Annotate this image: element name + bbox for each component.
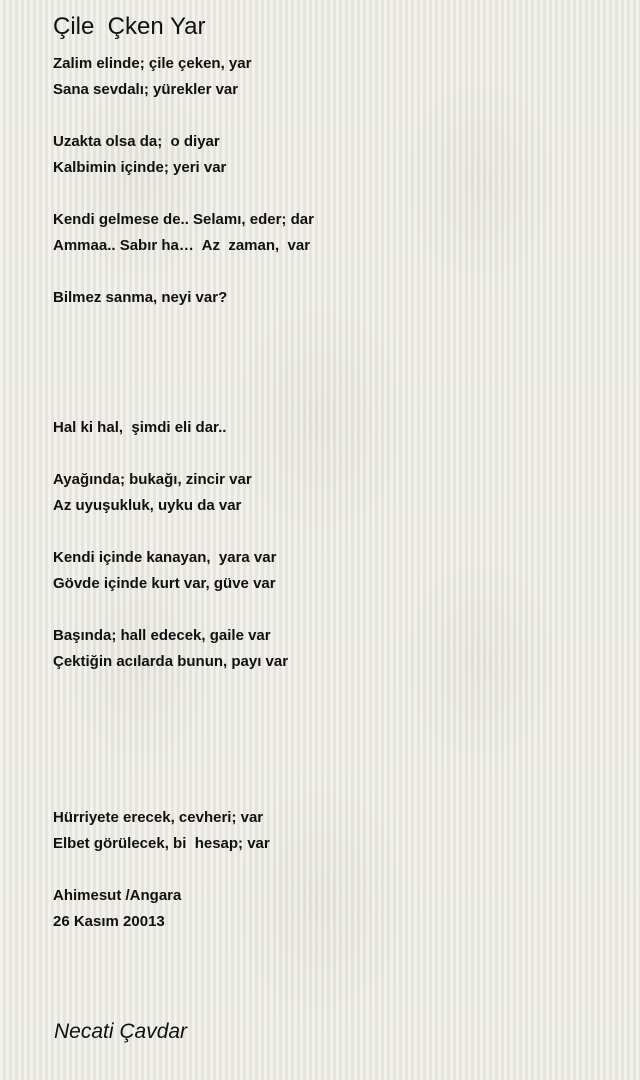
poem-line: Elbet görülecek, bi hesap; var [53,835,270,852]
poem-line: Kendi gelmese de.. Selamı, eder; dar [53,211,314,228]
poem-line: Bilmez sanma, neyi var? [53,289,228,306]
poem-line [53,727,613,753]
poem-line [53,675,613,701]
poem-line [53,103,613,129]
poem-line: Ayağında; bukağı, zincir var [53,471,252,488]
poem-line: Az uyuşukluk, uyku da var [53,497,242,514]
poem-line: Hürriyete erecek, cevheri; var [53,809,264,826]
poem-title: Çile Çken Yar [53,13,206,40]
poem-line [53,311,613,337]
poem-line [53,779,613,805]
poem-line [53,337,613,363]
poem-line: Zalim elinde; çile çeken, yar [53,55,252,72]
poem-author: Necati Çavdar [54,1020,188,1043]
poem-line [53,857,613,883]
poem-line [53,181,613,207]
poem-line [53,519,613,545]
poem-line: Kendi içinde kanayan, yara var [53,549,277,566]
poem-body [53,51,613,935]
poem-line [53,259,613,285]
poem-line: Gövde içinde kurt var, güve var [53,575,276,592]
poem-line: Kalbimin içinde; yeri var [53,159,227,176]
poem-line: Uzakta olsa da; o diyar [53,133,220,150]
poem-line: 26 Kasım 20013 [53,913,165,930]
poem-line: Ammaa.. Sabır ha… Az zaman, var [53,237,311,254]
poem-line [53,597,613,623]
poem-line [53,441,613,467]
poem-line: Ahimesut /Angara [53,887,182,904]
poem-line [53,363,613,389]
poem-line: Sana sevdalı; yürekler var [53,81,239,98]
poem-line [53,701,613,727]
poem-line [53,753,613,779]
poem-line: Hal ki hal, şimdi eli dar.. [53,419,227,436]
poem-line: Çektiğin acılarda bunun, payı var [53,653,289,670]
poem-line: Başında; hall edecek, gaile var [53,627,271,644]
poem-line [53,389,613,415]
